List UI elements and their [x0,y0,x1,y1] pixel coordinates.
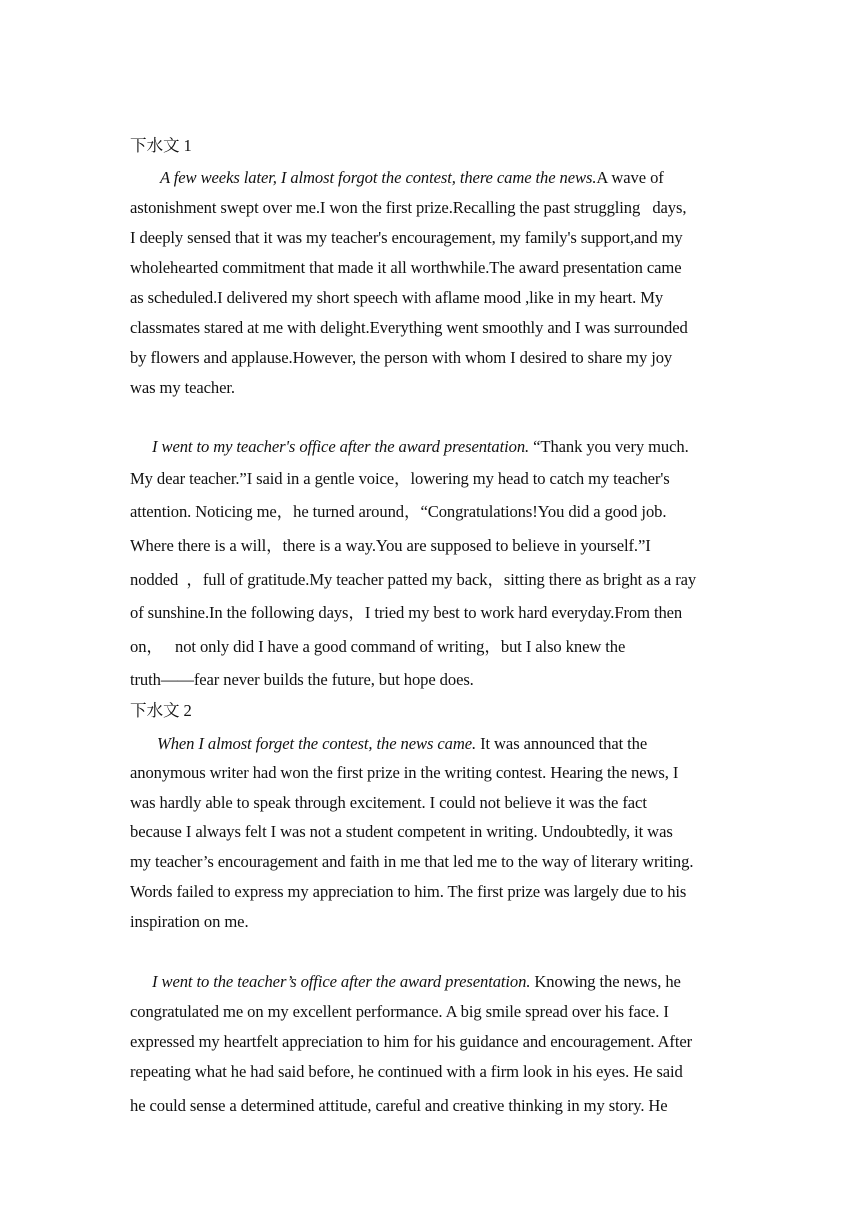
text-run: It was announced that the [476,734,648,753]
section-heading: 下水文 1 [130,136,192,155]
paragraph-line: by flowers and applause.However, the person with whom I desired to share my joy [130,348,673,367]
paragraph-line: anonymous writer had won the first prize in the writing contest. Hearing the news, I [130,763,679,782]
text-run: A wave of [596,168,664,187]
paragraph-line: as scheduled.I delivered my short speech with aflame mood ,like in my heart. My [130,288,664,307]
italic-lead-sentence: When I almost forget the contest, the news came. [157,734,477,753]
paragraph-line: on， not only did I have a good command of writing，but I also knew the [130,637,626,656]
paragraph-line: Words failed to express my appreciation to him. The first prize was largely due to his [130,882,687,901]
paragraph-line [160,168,730,188]
paragraph-line: classmates stared at me with delight.Everything went smoothly and I was surrounded [130,318,688,337]
paragraph-line: nodded ，full of gratitude.My teacher patted my back，sitting there as bright as a ray [130,570,697,589]
section-heading: 下水文 2 [130,701,192,720]
italic-lead-sentence: A few weeks later, I almost forgot the contest, there came the news. [160,168,597,187]
paragraph-line: truth——fear never builds the future, but hope does. [130,670,474,689]
paragraph-line: repeating what he had said before, he continued with a firm look in his eyes. He said [130,1062,683,1081]
paragraph-line: he could sense a determined attitude, careful and creative thinking in my story. He [130,1096,668,1115]
paragraph-line: of sunshine.In the following days，I tried my best to work hard everyday.From then [130,603,683,622]
paragraph-line: attention. Noticing me，he turned around，“Congratulations!You did a good job. [130,502,667,521]
paragraph-line: my teacher’s encouragement and faith in me that led me to the way of literary writing. [130,852,694,871]
paragraph-line: inspiration on me. [130,912,249,931]
paragraph-line: wholehearted commitment that made it all worthwhile.The award presentation came [130,258,682,277]
italic-lead-sentence: I went to the teacher’s office after the award presentation. [152,972,531,991]
paragraph-line: because I always felt I was not a student competent in writing. Undoubtedly, it was [130,822,673,841]
paragraph-line: was my teacher. [130,378,235,397]
text-run: Knowing the news, he [530,972,681,991]
paragraph-line: was hardly able to speak through excitement. I could not believe it was the fact [130,793,647,812]
paragraph-line [152,972,730,992]
paragraph-line: congratulated me on my excellent performance. A big smile spread over his face. I [130,1002,669,1021]
paragraph-line: My dear teacher.”I said in a gentle voice，lowering my head to catch my teacher's [130,469,670,488]
paragraph-line: astonishment swept over me.I won the first prize.Recalling the past struggling days, [130,198,687,217]
paragraph-line [152,437,730,457]
italic-lead-sentence: I went to my teacher's office after the award presentation. [152,437,530,456]
paragraph-line: Where there is a will，there is a way.You are supposed to believe in yourself.”I [130,536,651,555]
paragraph-line: I deeply sensed that it was my teacher's encouragement, my family's support,and my [130,228,683,247]
paragraph-line [157,734,730,754]
paragraph-line: expressed my heartfelt appreciation to him for his guidance and encouragement. After [130,1032,693,1051]
text-run: “Thank you very much. [529,437,689,456]
